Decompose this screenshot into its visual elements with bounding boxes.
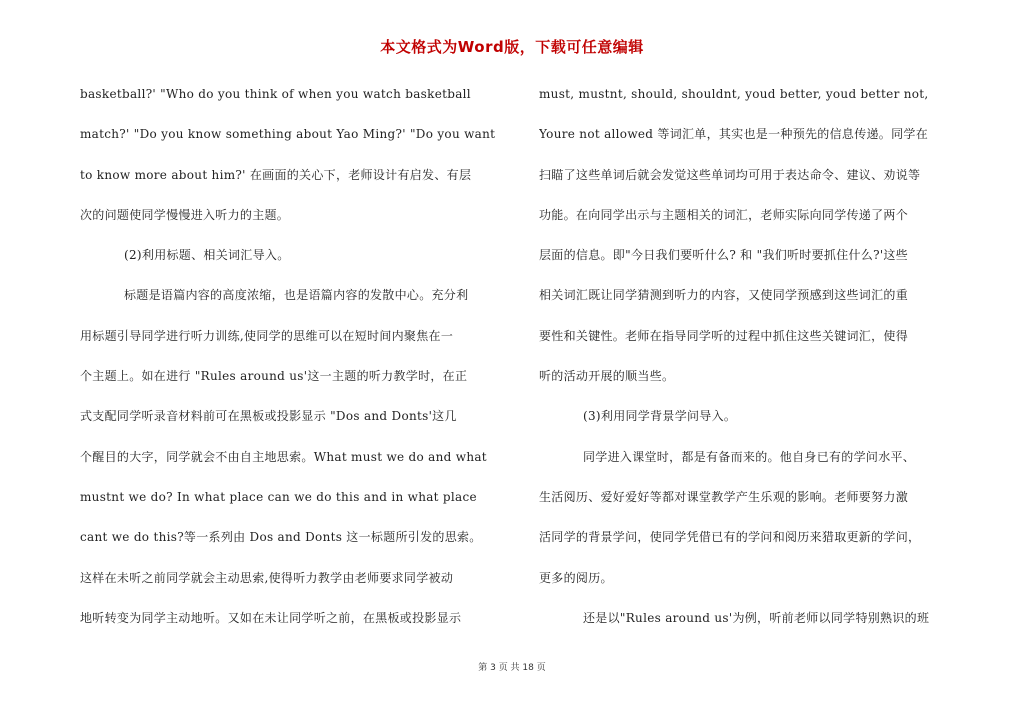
section-heading: (2)利用标题、相关词汇导入。 <box>124 248 290 263</box>
text-line: must, mustnt, should, shouldnt, youd better, youd better not, <box>539 87 929 101</box>
text-line: 标题是语篇内容的高度浓缩，也是语篇内容的发散中心。充分利 <box>124 288 469 303</box>
text-line: 式支配同学听录音材料前可在黑板或投影显示 "Dos and Donts'这几 <box>80 409 457 424</box>
text-line: 这样在未听之前同学就会主动思索,使得听力教学由老师要求同学被动 <box>80 570 454 585</box>
right-column <box>539 80 963 644</box>
section-heading: (3)利用同学背景学问导入。 <box>583 409 737 424</box>
text-line: 同学进入课堂时，都是有备而来的。他自身已有的学问水平、 <box>583 449 916 464</box>
text-line: 功能。在向同学出示与主题相关的词汇，老师实际向同学传递了两个 <box>539 207 909 222</box>
text-line: 要性和关键性。老师在指导同学听的过程中抓住这些关键词汇，使得 <box>539 328 909 343</box>
page-number: 第 3 页 共 18 页 <box>478 663 546 673</box>
text-line: match?' "Do you know something about Yao Ming?' "Do you want <box>80 127 496 142</box>
text-line: 个醒目的大字，同学就会不由自主地思索。What must we do and what <box>80 449 487 464</box>
text-line: 更多的阅历。 <box>539 570 613 585</box>
text-line: basketball?' "Who do you think of when you watch basketball <box>80 87 471 101</box>
text-line: 用标题引导同学进行听力训练,使同学的思维可以在短时间内聚焦在一 <box>80 328 454 343</box>
text-line: 听的活动开展的顺当些。 <box>539 369 675 384</box>
text-line: 生活阅历、爱好爱好等都对课堂教学产生乐观的影响。老师要努力激 <box>539 489 909 504</box>
text-line: cant we do this?等一系列由 Dos and Donts 这一标题所引发的思索。 <box>80 530 482 545</box>
text-line: 扫瞄了这些单词后就会发觉这些单词均可用于表达命令、建议、劝说等 <box>539 167 921 182</box>
text-line: 次的问题使同学慢慢进入听力的主题。 <box>80 207 290 222</box>
text-line: to know more about him?' 在画面的关心下，老师设计有启发、有层 <box>80 167 472 182</box>
text-line: 个主题上。如在进行 "Rules around us'这一主题的听力教学时，在正 <box>80 369 468 384</box>
text-line: mustnt we do? In what place can we do this and in what place <box>80 489 477 504</box>
header-banner: 本文格式为Word版，下载可任意编辑 <box>380 38 644 56</box>
text-line: 相关词汇既让同学猜测到听力的内容，又使同学预感到这些词汇的重 <box>539 288 909 303</box>
text-line: 活同学的背景学问，使同学凭借已有的学问和阅历来猎取更新的学问， <box>539 530 921 545</box>
text-line: 还是以"Rules around us'为例，听前老师以同学特别熟识的班 <box>583 610 930 625</box>
text-line: Youre not allowed 等词汇单，其实也是一种预先的信息传递。同学在 <box>539 127 928 142</box>
text-line: 层面的信息。即"今日我们要听什么? 和 "我们听时要抓住什么?'这些 <box>539 248 909 263</box>
left-column <box>80 80 508 644</box>
text-line: 地听转变为同学主动地听。又如在未让同学听之前，在黑板或投影显示 <box>80 610 462 625</box>
